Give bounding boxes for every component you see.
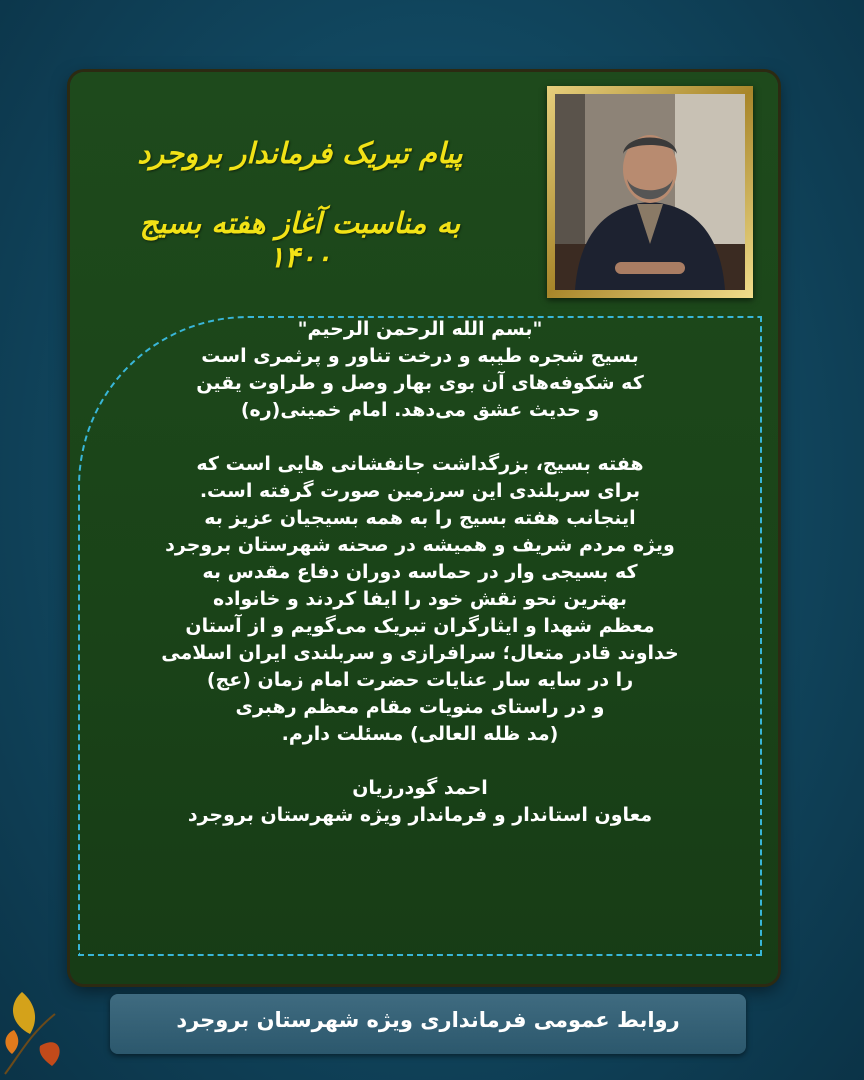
message-line: را در سایه سار عنایات حضرت امام زمان (عج) — [206, 669, 634, 691]
paragraph-gap — [120, 748, 720, 775]
message-line: ویژه مردم شریف و همیشه در صحنه شهرستان بروجرد — [165, 534, 675, 556]
footer-banner — [110, 994, 746, 1054]
photo-frame — [547, 86, 753, 298]
footer-label: روابط عمومی فرمانداری ویژه شهرستان بروجرد — [176, 1008, 680, 1032]
portrait-photo-icon — [555, 94, 745, 290]
message-line: برای سربلندی این سرزمین صورت گرفته است. — [199, 480, 641, 502]
message-line: بهترین نحو نقش خود را ایفا کردند و خانواده — [213, 588, 627, 610]
signature-name: احمد گودرزیان — [352, 777, 488, 799]
message-body — [120, 316, 720, 829]
message-line: معظم شهدا و ایثارگران تبریک می‌گویم و از آستان — [185, 615, 655, 637]
message-line: "بسم الله الرحمن الرحیم" — [297, 318, 543, 340]
autumn-leaf-icon — [0, 984, 70, 1080]
portrait-illustration — [555, 94, 745, 290]
title-line-1: پیام تبریک فرماندار بروجرد — [137, 136, 463, 170]
message-line: که بسیجی وار در حماسه دوران دفاع مقدس به — [202, 561, 638, 583]
message-line: هفته بسیج، بزرگداشت جانفشانی هایی است که — [196, 453, 644, 475]
message-line: که شکوفه‌های آن بوی بهار وصل و طراوت یقین — [196, 372, 644, 394]
title-line-2: به مناسبت آغاز هفته بسیج ۱۴۰۰ — [139, 206, 461, 274]
message-line: خداوند قادر متعال؛ سرافرازی و سربلندی ایران اسلامی — [161, 642, 679, 664]
signature-title: معاون استاندار و فرماندار ویژه شهرستان بروجرد — [187, 804, 653, 826]
message-line: و حدیث عشق می‌دهد. امام خمینی(ره) — [240, 399, 600, 421]
message-line: (مد ظله العالی) مسئلت دارم. — [281, 723, 559, 745]
message-line: اینجانب هفته بسیج را به همه بسیجیان عزیز به — [204, 507, 636, 529]
message-line: بسیج شجره طیبه و درخت تناور و پرثمری است — [201, 345, 639, 367]
paragraph-gap — [120, 424, 720, 451]
message-line: و در راستای منویات مقام معظم رهبری — [235, 696, 605, 718]
